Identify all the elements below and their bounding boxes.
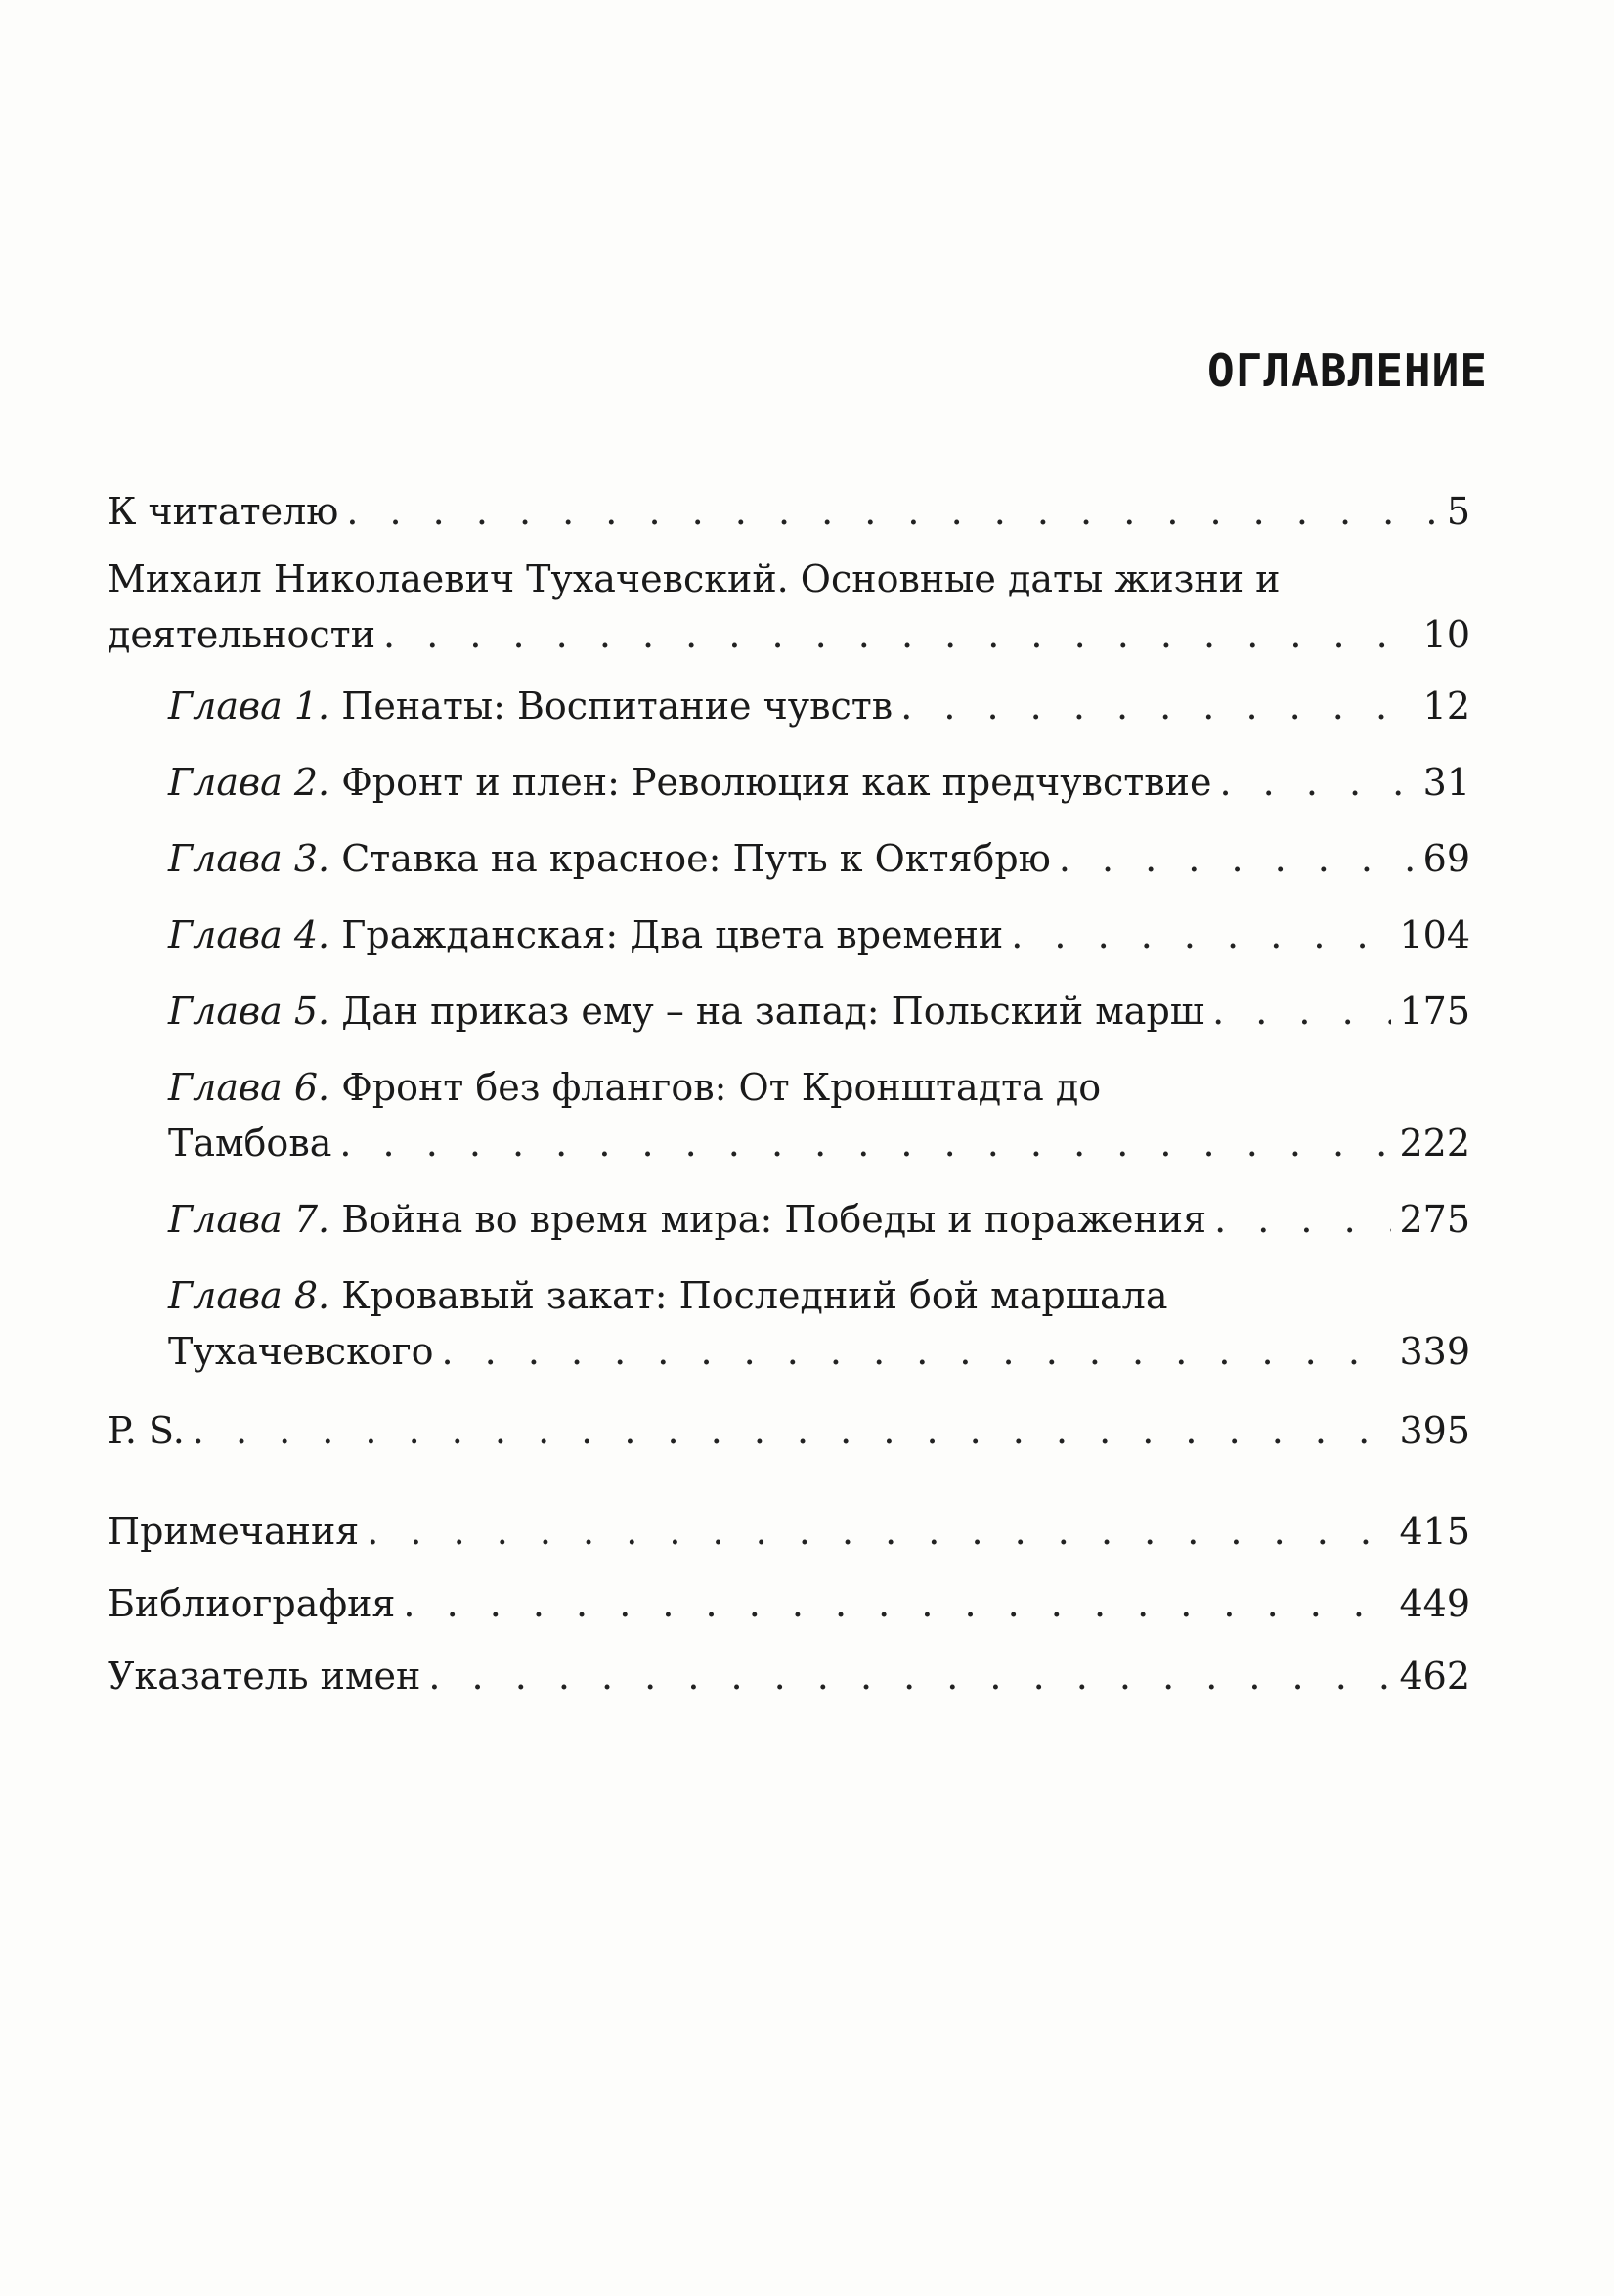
page-number: 175 <box>1399 990 1470 1033</box>
chapter-label: Глава 3. <box>168 837 330 880</box>
toc-entry-dates[interactable] <box>108 552 1470 663</box>
toc-entry-name-index[interactable] <box>108 1649 1470 1704</box>
entry-title: Тамбова <box>168 1122 332 1165</box>
entry-title-line1: Михаил Николаевич Тухачевский. Основные даты жизни и <box>108 557 1281 600</box>
toc-entry-chapter-8[interactable] <box>108 1268 1470 1380</box>
leader-dots <box>383 607 1416 663</box>
entry-title: деятельности <box>108 613 376 656</box>
toc-entry-chapter-7[interactable] <box>108 1192 1470 1248</box>
toc-entry-bibliography[interactable] <box>108 1576 1470 1632</box>
page-number: 10 <box>1422 613 1470 656</box>
leader-dots <box>428 1649 1391 1704</box>
toc-entry-chapter-5[interactable] <box>108 984 1470 1039</box>
entry-title: Тухачевского <box>168 1330 434 1373</box>
leader-dots <box>193 1403 1392 1459</box>
page-number: 5 <box>1446 490 1470 533</box>
chapter-label: Глава 1. <box>168 684 330 728</box>
chapter-label: Глава 5. <box>168 990 330 1033</box>
chapter-label: Глава 6. <box>168 1066 330 1109</box>
page-number: 462 <box>1399 1655 1470 1698</box>
page-number: 69 <box>1422 837 1470 880</box>
entry-title: Гражданская: Два цвета времени <box>341 913 1004 956</box>
entry-title: P. S. <box>108 1409 185 1452</box>
page-number: 339 <box>1399 1330 1470 1373</box>
leader-dots <box>900 679 1415 734</box>
table-of-contents <box>108 484 1470 1704</box>
chapter-label: Глава 7. <box>168 1198 330 1241</box>
entry-title: Война во время мира: Победы и поражения <box>341 1198 1207 1241</box>
entry-title: Указатель имен <box>108 1655 421 1698</box>
page-number: 275 <box>1399 1198 1470 1241</box>
entry-title: Пенаты: Воспитание чувств <box>341 684 894 728</box>
leader-dots <box>442 1324 1392 1380</box>
entry-title: Фронт и плен: Революция как предчувствие <box>341 761 1212 804</box>
toc-entry-chapter-3[interactable] <box>108 831 1470 887</box>
page-number: 12 <box>1422 684 1470 728</box>
leader-dots <box>1212 984 1391 1039</box>
chapter-label: Глава 4. <box>168 913 330 956</box>
chapter-label: Глава 2. <box>168 761 330 804</box>
entry-title: Библиография <box>108 1582 396 1625</box>
leader-dots <box>1220 755 1416 811</box>
page-number: 449 <box>1399 1582 1470 1625</box>
toc-entry-chapter-1[interactable] <box>108 679 1470 734</box>
page-number: 104 <box>1399 913 1470 956</box>
toc-entry-chapter-6[interactable] <box>108 1060 1470 1171</box>
toc-entry-chapter-2[interactable] <box>108 755 1470 811</box>
leader-dots <box>339 1116 1391 1171</box>
entry-title-line1: Фронт без флангов: От Кронштадта до <box>341 1066 1102 1109</box>
entry-title-line1: Кровавый закат: Последний бой маршала <box>341 1274 1168 1317</box>
chapter-label: Глава 8. <box>168 1274 330 1317</box>
toc-heading: ОГЛАВЛЕНИЕ <box>1207 344 1488 397</box>
toc-entry-chapter-4[interactable] <box>108 907 1470 963</box>
leader-dots <box>367 1504 1391 1560</box>
leader-dots <box>1011 907 1391 963</box>
toc-entry-notes[interactable] <box>108 1504 1470 1560</box>
page-number: 415 <box>1399 1510 1470 1553</box>
toc-entry-to-reader[interactable] <box>108 484 1470 540</box>
entry-title: Дан приказ ему – на запад: Польский марш <box>341 990 1205 1033</box>
leader-dots <box>1214 1192 1391 1248</box>
page-number: 395 <box>1399 1409 1470 1452</box>
entry-title: К читателю <box>108 490 339 533</box>
entry-title: Ставка на красное: Путь к Октябрю <box>341 837 1051 880</box>
leader-dots <box>1059 831 1416 887</box>
page-number: 222 <box>1399 1122 1470 1165</box>
toc-entry-ps[interactable] <box>108 1403 1470 1459</box>
entry-title: Примечания <box>108 1510 360 1553</box>
page-number: 31 <box>1422 761 1470 804</box>
leader-dots <box>346 484 1438 540</box>
leader-dots <box>403 1576 1391 1632</box>
